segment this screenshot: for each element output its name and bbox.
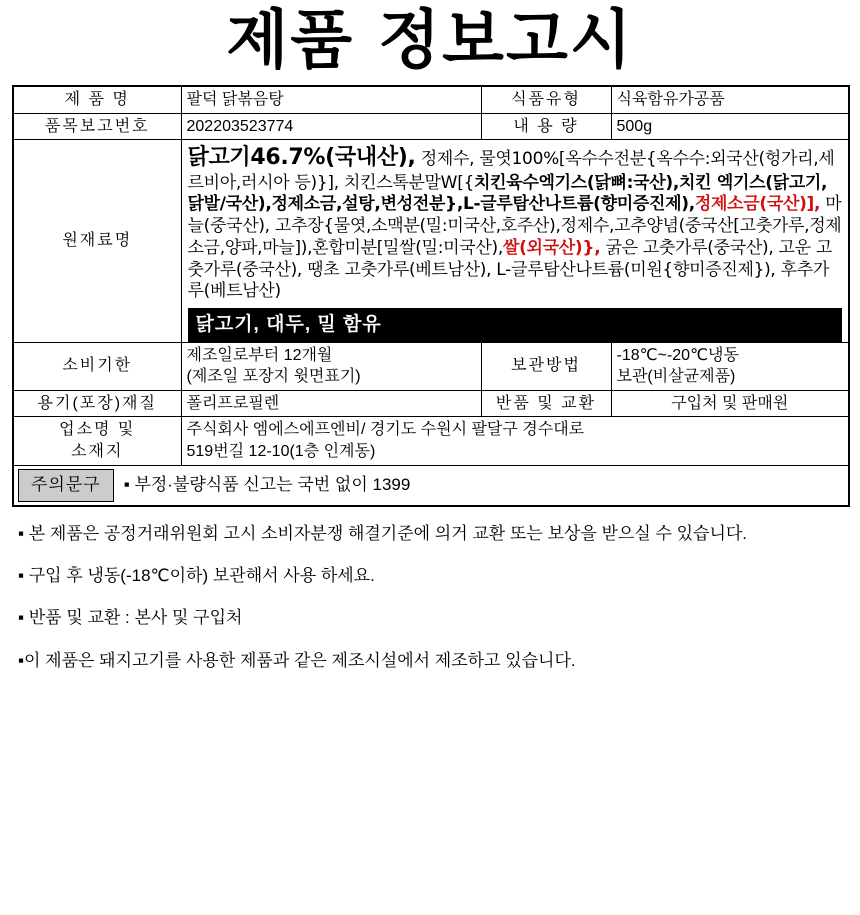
caution-text: ▪ 부정·불량식품 신고는 국번 없이 1399 [123, 474, 411, 494]
ingredients-seg-5: 마늘(중국산), 고추장{물엿,소맥분(밀:미국산,호주산),정제수,고추양념(중국산[고춧가루,정제소금,양파,마늘]),혼합미분[밀쌀(밀:미국산), [187, 194, 842, 258]
company-value-line1: 주식회사 엠에스에프엔비/ 경기도 수원시 팔달구 경수대로 [186, 421, 585, 439]
package-material-label: 용기(포장)재질 [13, 390, 181, 417]
expiry-value-line2: (제조일 포장지 윗면표기) [186, 368, 361, 386]
storage-value-line2: 보관(비살균제품) [616, 368, 736, 386]
ingredients-seg-6: 쌀(외국산)}, [502, 237, 601, 258]
return-exchange-label: 반품 및 교환 [481, 390, 611, 417]
caution-badge: 주의문구 [18, 469, 114, 502]
table-row [13, 390, 849, 417]
ingredients-seg-1: 닭고기46.7%(국내산), [187, 145, 416, 171]
page-title: 제품 정보고시 [226, 4, 634, 78]
note-item: ▪ 본 제품은 공정거래위원회 고시 소비자분쟁 해결기준에 의거 교환 또는 보상을 받으실 수 있습니다. [18, 523, 748, 543]
ingredients-seg-3: 치킨육수엑기스(닭뼈:국산),치킨 엑기스(닭고기,닭발/국산),정제소금,설탕,변성전분},L-글루탐산나트륨(향미증진제), [187, 172, 828, 215]
report-no-value: 202203523774 [181, 113, 481, 140]
allergen-notice: 닭고기, 대두, 밀 함유 [188, 308, 843, 342]
table-row-ingredients [13, 140, 849, 342]
ingredients-label: 원재료명 [13, 140, 181, 342]
expiry-value [181, 342, 481, 390]
food-type-label: 식품유형 [481, 86, 611, 113]
ingredients-cell [181, 140, 849, 342]
return-exchange-value: 구입처 및 판매원 [611, 390, 849, 417]
caution-cell [13, 465, 849, 505]
product-name-value: 팔덕 닭볶음탕 [181, 86, 481, 113]
note-item: ▪이 제품은 돼지고기를 사용한 제품과 같은 제조시설에서 제조하고 있습니다. [18, 650, 576, 670]
volume-label: 내 용 량 [481, 113, 611, 140]
ingredients-seg-2: 정제수, 물엿100%[옥수수전분{옥수수:외국산(헝가리,세르비아,러시아 등)}], 치킨스톡분말W[{ [187, 149, 835, 193]
storage-label: 보관방법 [481, 342, 611, 390]
food-type-value: 식육함유가공품 [611, 86, 849, 113]
volume-value: 500g [611, 113, 849, 140]
note-item: ▪ 반품 및 교환 : 본사 및 구입처 [18, 608, 243, 628]
company-value [181, 417, 849, 465]
ingredients-text [188, 144, 843, 303]
product-info-table [12, 85, 850, 506]
storage-value [611, 342, 849, 390]
storage-value-line1: -18℃~-20℃냉동 [616, 346, 739, 364]
package-material-value: 폴리프로필렌 [181, 390, 481, 417]
report-no-label: 품목보고번호 [13, 113, 181, 140]
table-row [13, 417, 849, 465]
company-label-line2: 소재지 [71, 443, 124, 461]
expiry-value-line1: 제조일로부터 12개월 [186, 346, 333, 364]
table-row [13, 113, 849, 140]
ingredients-seg-7: 굵은 고춧가루(중국산), 고운 고춧가루(중국산), 땡초 고춧가루(베트남산), L-글루탐산나트륨(미원{향미증진제}), 후추가루(베트남산) [187, 237, 833, 302]
notes-section [12, 507, 848, 674]
company-label-line1: 업소명 및 [59, 421, 136, 439]
company-label [13, 417, 181, 465]
note-item: ▪ 구입 후 냉동(-18℃이하) 보관해서 사용 하세요. [18, 565, 375, 585]
ingredients-seg-4: 정제소금(국산)], [694, 194, 821, 215]
table-row-caution [13, 465, 849, 505]
table-row [13, 86, 849, 113]
product-name-label: 제 품 명 [13, 86, 181, 113]
expiry-label: 소비기한 [13, 342, 181, 390]
table-row [13, 342, 849, 390]
company-value-line2: 519번길 12-10(1층 인계동) [186, 443, 376, 461]
